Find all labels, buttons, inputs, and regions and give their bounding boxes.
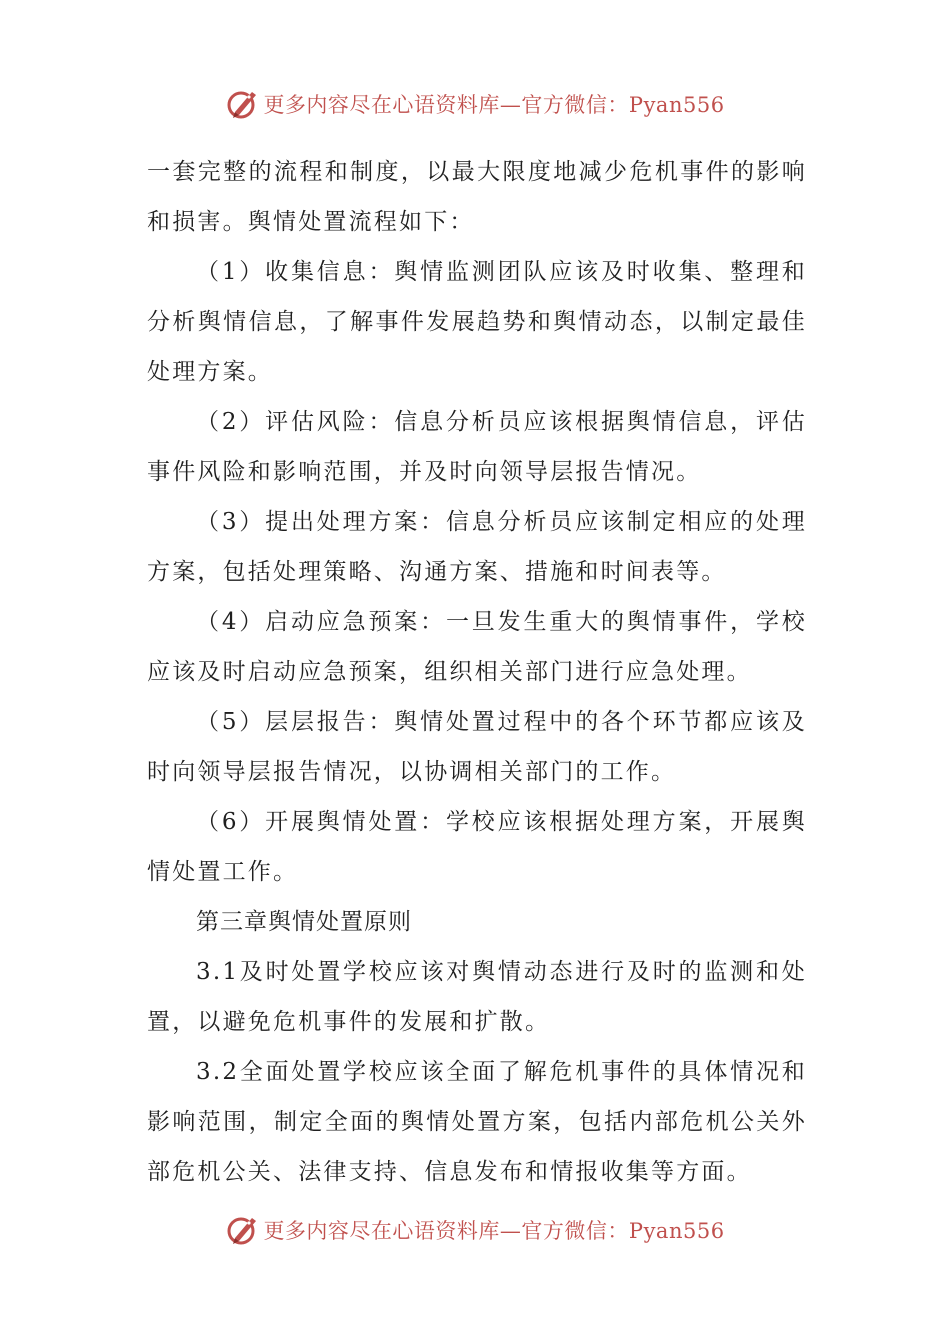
header-banner: [0, 82, 950, 126]
pen-circle-logo-icon: [225, 86, 261, 122]
paragraph: 3.1及时处置学校应该对舆情动态进行及时的监测和处置，以避免危机事件的发展和扩散。: [147, 959, 807, 1035]
header-banner-text: 更多内容尽在心语资料库—官方微信：Pyan556: [263, 93, 725, 117]
paragraph: （2）评估风险：信息分析员应该根据舆情信息，评估事件风险和影响范围，并及时向领导层报告情况。: [147, 409, 807, 485]
chapter-heading: 第三章舆情处置原则: [196, 909, 412, 935]
paragraph: 3.2全面处置学校应该全面了解危机事件的具体情况和影响范围，制定全面的舆情处置方案，包括内部危机公关外部危机公关、法律支持、信息发布和情报收集等方面。: [147, 1059, 807, 1185]
paragraph: （1）收集信息：舆情监测团队应该及时收集、整理和分析舆情信息，了解事件发展趋势和舆情动态，以制定最佳处理方案。: [147, 259, 807, 385]
paragraph: （3）提出处理方案：信息分析员应该制定相应的处理方案，包括处理策略、沟通方案、措施和时间表等。: [147, 509, 807, 585]
paragraph: （6）开展舆情处置：学校应该根据处理方案，开展舆情处置工作。: [147, 809, 807, 885]
pen-circle-logo-icon: [225, 1212, 261, 1248]
footer-banner: [0, 1208, 950, 1252]
document-body: [147, 147, 807, 1197]
paragraph: （5）层层报告：舆情处置过程中的各个环节都应该及时向领导层报告情况，以协调相关部门的工作。: [147, 709, 807, 785]
footer-banner-text: 更多内容尽在心语资料库—官方微信：Pyan556: [263, 1219, 725, 1243]
paragraph: （4）启动应急预案：一旦发生重大的舆情事件，学校应该及时启动应急预案，组织相关部门进行应急处理。: [147, 609, 807, 685]
paragraph: 一套完整的流程和制度，以最大限度地减少危机事件的影响和损害。舆情处置流程如下：: [147, 159, 807, 235]
